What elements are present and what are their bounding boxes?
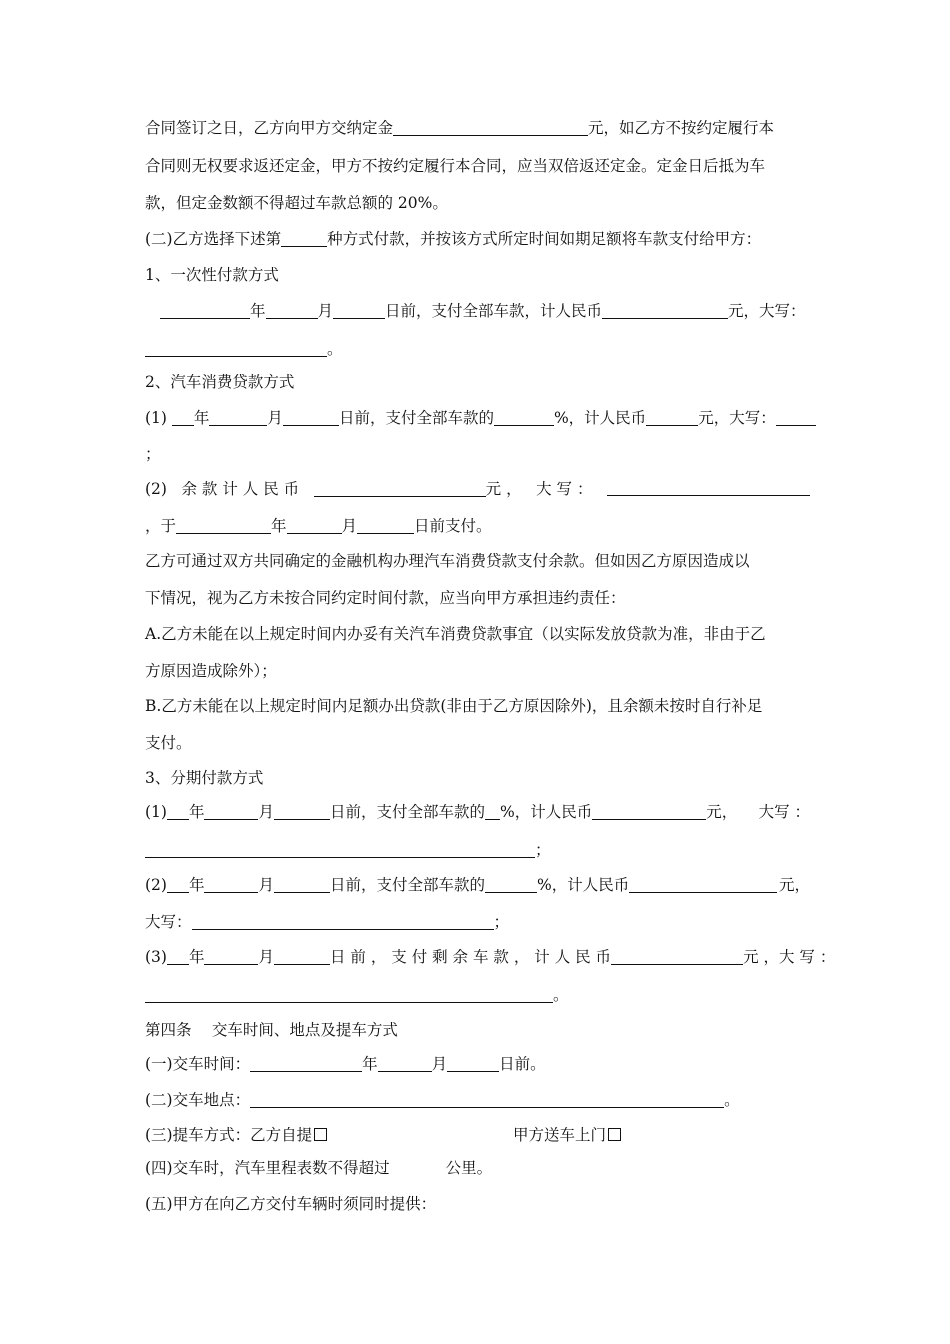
article-4-title: 第四条 交车时间、地点及提车方式	[145, 1021, 398, 1039]
pct-label: %，计人民币	[553, 409, 647, 427]
period: 。	[724, 1091, 740, 1109]
section-3-title: 3、分期付款方式	[145, 769, 264, 787]
mileage-line	[145, 1158, 492, 1178]
s1-year-blank[interactable]	[160, 302, 250, 319]
s3-p2-amount-blank[interactable]	[629, 876, 777, 893]
s3-p2-month-blank[interactable]	[204, 876, 258, 893]
delivery-docs-line: (五)甲方在向乙方交付车辆时须同时提供：	[145, 1195, 437, 1213]
method-text-2: 种方式付款，并按该方式所定时间如期足额将车款支付给甲方：	[327, 230, 762, 248]
item-number: (3)	[145, 948, 167, 966]
delivery-place-label: (二)交车地点：	[145, 1091, 251, 1109]
yuan-label: 元 ，	[743, 948, 779, 966]
s3-p1-day-blank[interactable]	[274, 803, 330, 820]
s3-p2-year-blank[interactable]	[167, 876, 189, 893]
pct-label: %，计人民币	[537, 876, 630, 894]
yu-label: ，于	[145, 517, 177, 535]
s2-p2-daxie-blank[interactable]	[607, 479, 810, 496]
s1-daxie-line	[145, 339, 343, 359]
s3-p3-line	[145, 947, 836, 967]
s2-note-2: 下情况，视为乙方未按合同约定时间付款，应当向甲方承担违约责任：	[145, 589, 626, 607]
year-label: 年	[188, 948, 205, 966]
deposit-line-3: 款，但定金数额不得超过车款总额的 20%。	[145, 194, 448, 212]
s2-p1-month-blank[interactable]	[209, 409, 267, 426]
deposit-text-2: 元，如乙方不按约定履行本	[588, 119, 775, 137]
daxie-label: 大写：	[145, 913, 192, 931]
delivery-month-blank[interactable]	[378, 1055, 432, 1072]
s2-p2-line	[145, 479, 810, 499]
remain-label: 余 款 计 人 民 币	[181, 480, 300, 498]
daxie-label: 大 写 ：	[779, 948, 836, 966]
month-label: 月	[258, 803, 274, 821]
period: 。	[553, 986, 569, 1004]
delivery-place-blank[interactable]	[250, 1091, 724, 1108]
year-label: 年	[362, 1055, 378, 1073]
period: 。	[327, 340, 343, 358]
s3-p3-year-blank[interactable]	[167, 948, 189, 965]
mileage-label: (四)交车时，汽车里程表数不得超过	[145, 1159, 390, 1177]
s3-p1-month-blank[interactable]	[204, 803, 258, 820]
deposit-text: 合同签订之日，乙方向甲方交纳定金	[145, 119, 394, 137]
s1-desc: 日前，支付全部车款，计人民币	[385, 302, 603, 320]
month-label: 月	[317, 302, 334, 320]
s2-item-b-2: 支付。	[145, 734, 192, 752]
pct-label: %，计人民币	[500, 803, 593, 821]
home-delivery-label: 甲方送车上门	[513, 1126, 607, 1144]
s2-p1-desc: 日前，支付全部车款的	[338, 409, 494, 427]
s2-p1-daxie-blank[interactable]	[776, 409, 816, 426]
s2-p2-amount-blank[interactable]	[314, 480, 486, 497]
semicolon: ；	[535, 841, 551, 859]
delivery-day-blank[interactable]	[447, 1055, 499, 1072]
s2-p1-pct-blank[interactable]	[494, 409, 554, 426]
item-number: (2)	[145, 876, 167, 894]
s2-p2-month-blank[interactable]	[287, 517, 342, 534]
s3-p1-desc: 日前，支付全部车款的	[330, 803, 486, 821]
year-label: 年	[250, 302, 266, 320]
method-number-blank[interactable]	[281, 230, 327, 247]
self-pickup-checkbox[interactable]	[314, 1128, 327, 1141]
home-delivery-checkbox[interactable]	[608, 1128, 621, 1141]
month-label: 月	[267, 409, 283, 427]
s3-p1-amount-blank[interactable]	[592, 803, 706, 820]
s2-item-b-1: B.乙方未能在以上规定时间内足额办出贷款(非由于乙方原因除外)，且余额未按时自行补足	[145, 697, 763, 715]
s3-p2-desc: 日前，支付全部车款的	[330, 876, 486, 894]
delivery-year-blank[interactable]	[250, 1055, 362, 1072]
km-label: 公里。	[445, 1159, 493, 1177]
s2-item-a-1: A.乙方未能在以上规定时间内办妥有关汽车消费贷款事宜（以实际发放贷款为准，非由于乙	[145, 625, 766, 643]
s2-p1-line	[145, 408, 816, 428]
s3-p2-day-blank[interactable]	[274, 876, 330, 893]
year-label: 年	[193, 409, 210, 427]
s3-p1-pct-blank[interactable]	[485, 803, 500, 820]
daxie-label: 大写 ：	[758, 803, 810, 821]
method-text: (二)乙方选择下述第	[145, 230, 282, 248]
pickup-method-line	[145, 1125, 327, 1145]
s3-p3-day-blank[interactable]	[274, 948, 330, 965]
deposit-amount-blank[interactable]	[393, 119, 588, 136]
month-label: 月	[431, 1055, 448, 1073]
s1-day-blank[interactable]	[333, 302, 385, 319]
delivery-time-label: (一)交车时间：	[145, 1055, 251, 1073]
self-pickup-label: (三)提车方式：乙方自提	[145, 1126, 313, 1144]
s2-p1-semicolon: ；	[145, 445, 161, 463]
s1-daxie-blank[interactable]	[145, 340, 327, 357]
semicolon: ；	[493, 913, 510, 931]
section-2-title: 2、汽车消费贷款方式	[145, 373, 295, 391]
s3-p3-daxie-blank[interactable]	[145, 986, 553, 1003]
day-before-label: 日前。	[499, 1055, 546, 1073]
month-label: 月	[258, 948, 274, 966]
month-label: 月	[341, 517, 358, 535]
s3-p3-desc: 日 前 ， 支 付 剩 余 车 款 ， 计 人 民 币	[330, 948, 612, 966]
s2-p2-year-blank[interactable]	[176, 517, 271, 534]
s2-p2-date-line	[145, 516, 492, 536]
home-delivery-option	[513, 1125, 621, 1145]
item-number: (2)	[145, 480, 167, 498]
s3-p2-daxie-blank[interactable]	[192, 913, 494, 930]
delivery-time-line	[145, 1054, 546, 1074]
s3-p1-line	[145, 802, 810, 822]
s1-month-blank[interactable]	[266, 302, 318, 319]
s3-p3-daxie-line	[145, 985, 569, 1005]
s1-payment-line	[160, 301, 806, 321]
month-label: 月	[258, 876, 274, 894]
s3-p3-month-blank[interactable]	[204, 948, 258, 965]
yuan-label: 元，	[706, 803, 738, 821]
delivery-place-line	[145, 1090, 740, 1110]
s2-p2-day-blank[interactable]	[357, 517, 414, 534]
s2-p1-amount-blank[interactable]	[646, 409, 698, 426]
s2-p1-year-blank[interactable]	[172, 409, 194, 426]
deposit-line-1	[145, 118, 774, 138]
s2-note-1: 乙方可通过双方共同确定的金融机构办理汽车消费贷款支付余款。但如因乙方原因造成以	[145, 552, 750, 570]
s3-p2-daxie-line	[145, 912, 509, 932]
section-1-title: 1、一次性付款方式	[145, 266, 279, 284]
daxie-label: 元，大写：	[698, 409, 776, 427]
year-label: 年	[188, 803, 205, 821]
s3-p2-pct-blank[interactable]	[485, 876, 537, 893]
payment-method-choice	[145, 229, 761, 249]
s1-amount-blank[interactable]	[602, 302, 728, 319]
year-label: 年	[271, 517, 287, 535]
s3-p1-year-blank[interactable]	[167, 803, 189, 820]
s3-p1-daxie-line	[145, 840, 551, 860]
day-pay-label: 日前支付。	[414, 517, 492, 535]
item-number: (1)	[145, 803, 167, 821]
item-number: (1)	[145, 409, 167, 427]
s2-item-a-2: 方原因造成除外）；	[145, 662, 277, 680]
s1-daxie-label: 元，大写：	[728, 302, 806, 320]
year-label: 年	[188, 876, 205, 894]
s3-p2-line	[145, 875, 810, 895]
s3-p3-amount-blank[interactable]	[611, 948, 743, 965]
s3-p1-daxie-blank[interactable]	[145, 841, 535, 858]
deposit-line-2: 合同则无权要求返还定金，甲方不按约定履行本合同，应当双倍返还定金。定金日后抵为车	[145, 157, 766, 175]
yuan-label: 元，	[778, 876, 810, 894]
yuan-label: 元 ，	[485, 480, 522, 498]
daxie-label: 大 写 ：	[536, 480, 593, 498]
s2-p1-day-blank[interactable]	[283, 409, 339, 426]
